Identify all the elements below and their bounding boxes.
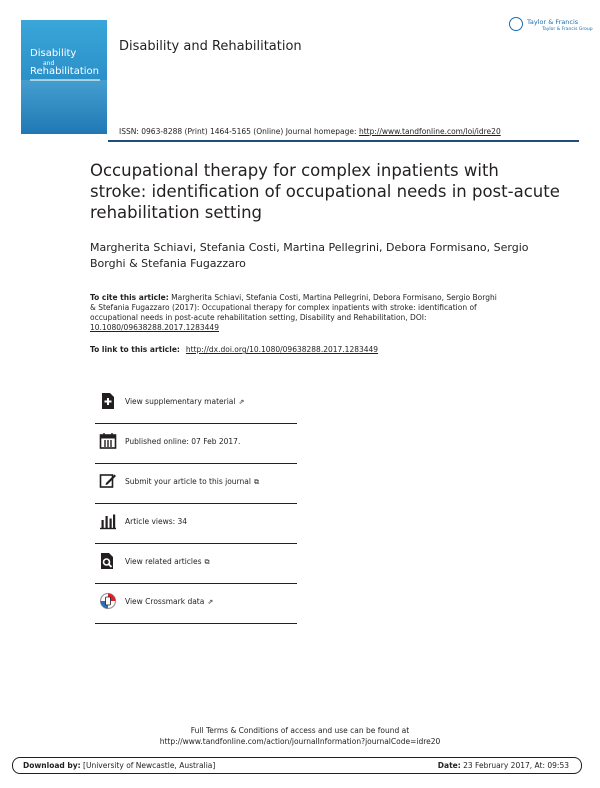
external-link-icon: ⇗ (238, 398, 245, 406)
journal-cover-image (21, 20, 107, 134)
terms-line: Full Terms & Conditions of access and use can be found at (190, 726, 410, 735)
citation-text: Margherita Schiavi, Stefania Costi, Martina Pellegrini, Debora Formisano, Sergio Borghi & Stefania Fugazzaro (2017): Occupational therapy for complex inpatients with stroke: identification of occupational needs in post-acute rehabilitation setting, Disability and Rehabilitation, DOI: (90, 293, 497, 322)
downloaded-by (23, 761, 215, 770)
action-related-articles[interactable] (95, 544, 297, 584)
action-label: Published online: 07 Feb 2017. (125, 437, 241, 446)
cover-band (21, 80, 107, 134)
publisher-tagline: Taylor & Francis Group (542, 27, 593, 32)
article-title: Occupational therapy for complex inpatients with stroke: identification of occupational needs in post-acute rehabilitation setting (90, 161, 560, 222)
citation-block (90, 293, 500, 333)
cover-title-connector: and (43, 60, 55, 67)
action-label: Submit your article to this journal (125, 477, 251, 486)
cover-title-line1: Disability (30, 48, 77, 59)
download-date (438, 761, 569, 770)
download-date-value: 23 February 2017, At: 09:53 (460, 761, 569, 770)
article-actions-list (95, 384, 297, 624)
cover-title-line2: Rehabilitation (30, 66, 100, 77)
journal-homepage-link[interactable]: http://www.tandfonline.com/loi/idre20 (358, 127, 501, 136)
external-link-icon: ⇗ (207, 598, 214, 606)
publisher-logo[interactable] (509, 17, 593, 37)
action-view-supplementary[interactable] (95, 384, 297, 424)
article-link-label: To link to this article: (90, 345, 180, 354)
search-document-icon (99, 552, 117, 570)
plus-document-icon (99, 392, 117, 410)
action-article-views (95, 504, 297, 544)
action-crossmark[interactable] (95, 584, 297, 624)
article-doi-link[interactable]: http://dx.doi.org/10.1080/09638288.2017.1283449 (185, 345, 379, 354)
calendar-icon (99, 432, 117, 450)
issn-text: ISSN: 0963-8288 (Print) 1464-5165 (Online) Journal homepage: (119, 127, 359, 136)
header-divider (108, 140, 579, 142)
download-info-bar (12, 757, 582, 774)
action-published-online (95, 424, 297, 464)
issn-line (119, 127, 501, 136)
action-label: View Crossmark data (125, 597, 205, 606)
citation-label: To cite this article: (90, 293, 169, 302)
downloaded-by-value: [University of Newcastle, Australia] (80, 761, 216, 770)
pencil-icon (99, 472, 117, 490)
article-authors: Margherita Schiavi, Stefania Costi, Martina Pellegrini, Debora Formisano, Sergio Borghi & Stefania Fugazzaro (90, 241, 529, 270)
bar-chart-icon (99, 512, 117, 530)
publisher-name: Taylor & Francis (527, 18, 579, 26)
external-link-icon: ⧉ (204, 558, 210, 566)
action-label: View supplementary material (125, 397, 236, 406)
cover-decoration (30, 79, 100, 81)
publisher-logo-icon (509, 17, 523, 31)
external-link-icon: ⧉ (253, 478, 259, 486)
action-label: Article views: 34 (125, 517, 188, 526)
terms-block (0, 725, 600, 747)
action-submit-article[interactable] (95, 464, 297, 504)
article-link-line (90, 345, 378, 354)
download-date-label: Date: (437, 761, 461, 770)
terms-link[interactable]: http://www.tandfonline.com/action/journalInformation?journalCode=idre20 (159, 737, 441, 746)
journal-title: Disability and Rehabilitation (119, 39, 302, 54)
crossmark-icon (99, 592, 117, 610)
citation-doi-link[interactable]: 10.1080/09638288.2017.1283449 (90, 323, 219, 332)
downloaded-by-label: Download by: (23, 761, 81, 770)
action-label: View related articles (125, 557, 202, 566)
